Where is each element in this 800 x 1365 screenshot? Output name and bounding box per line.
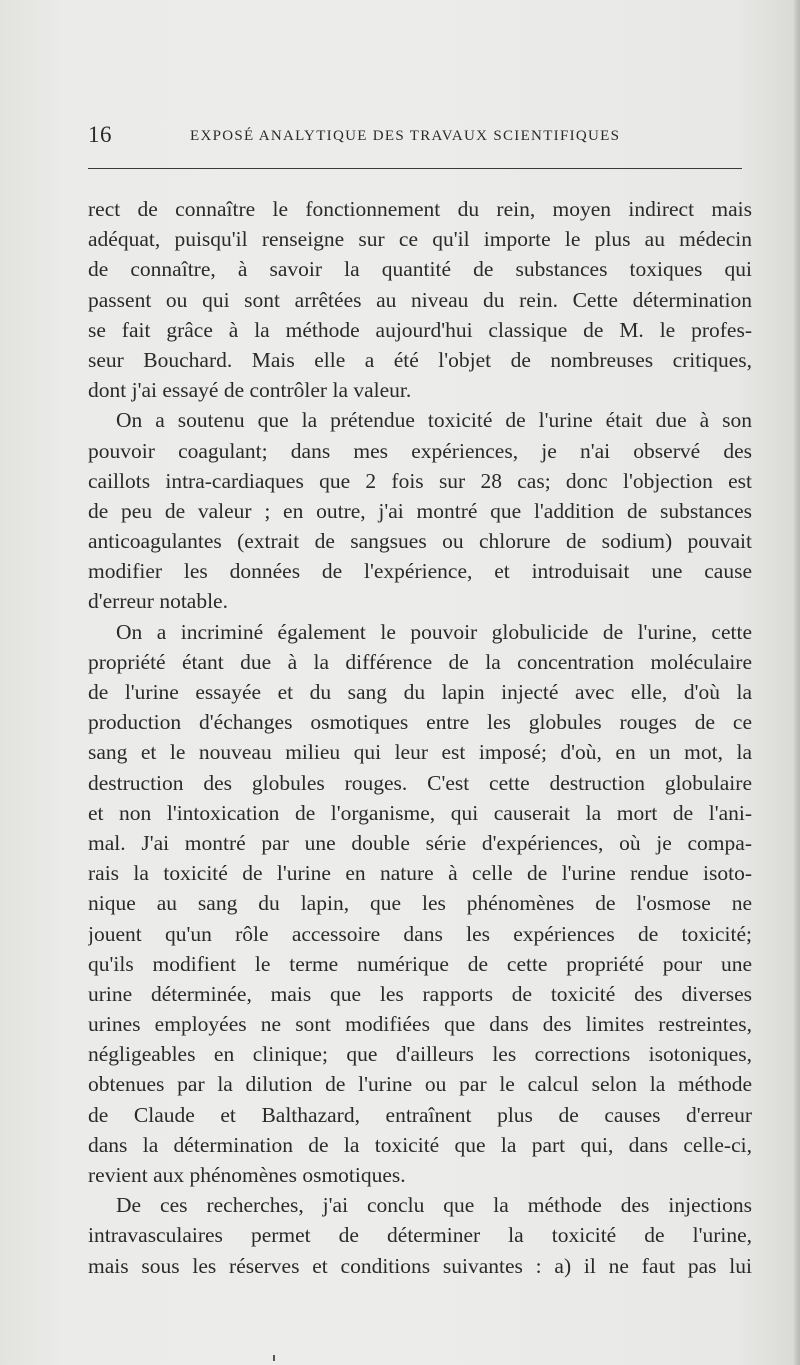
text-line: rais la toxicité de l'urine en nature à celle de l'urine rendue isoto-: [88, 861, 752, 886]
text-line: et non l'intoxication de l'organisme, qui causerait la mort de l'ani-: [88, 800, 752, 825]
text-line: pouvoir coagulant; dans mes expériences, je n'ai observé des: [88, 438, 752, 463]
text-line: production d'échanges osmotiques entre les globules rouges de ce: [88, 710, 752, 735]
text-line: mal. J'ai montré par une double série d'expériences, où je compa-: [88, 830, 752, 855]
text-line: urines employées ne sont modifiées que dans des limites restreintes,: [88, 1012, 752, 1037]
text-line: caillots intra-cardiaques que 2 fois sur 28 cas; donc l'objection est: [88, 468, 752, 493]
text-line: revient aux phénomènes osmotiques.: [88, 1163, 406, 1187]
header-rule: [88, 168, 742, 169]
text-line: se fait grâce à la méthode aujourd'hui classique de M. le profes-: [88, 317, 752, 342]
text-line: dont j'ai essayé de contrôler la valeur.: [88, 378, 412, 403]
text-line: sang et le nouveau milieu qui leur est imposé; d'où, en un mot, la: [88, 740, 752, 765]
running-title: EXPOSÉ ANALYTIQUE DES TRAVAUX SCIENTIFIQUES: [190, 128, 621, 144]
text-line: obtenues par la dilution de l'urine ou par le calcul selon la méthode: [88, 1072, 752, 1097]
text-line: rect de connaître le fonctionnement du rein, moyen indirect mais: [88, 197, 752, 221]
stray-ink-mark: [273, 1355, 275, 1361]
text-line: De ces recherches, j'ai conclu que la méthode des injections: [116, 1193, 752, 1218]
page-number: 16: [88, 122, 112, 147]
text-line: négligeables en clinique; que d'ailleurs les corrections isotoniques,: [88, 1042, 752, 1067]
body-text: [88, 194, 752, 1281]
text-line: On a soutenu que la prétendue toxicité de l'urine était due à son: [116, 408, 752, 433]
text-line: d'erreur notable.: [88, 589, 228, 614]
text-line: On a incriminé également le pouvoir globulicide de l'urine, cette: [116, 619, 752, 644]
text-line: jouent qu'un rôle accessoire dans les expériences de toxicité;: [88, 921, 752, 946]
text-line: mais sous les réserves et conditions suivantes : a) il ne faut pas lui: [88, 1253, 752, 1278]
text-line: de Claude et Balthazard, entraînent plus de causes d'erreur: [88, 1102, 752, 1127]
text-line: nique au sang du lapin, que les phénomènes de l'osmose ne: [88, 891, 752, 916]
text-line: de peu de valeur ; en outre, j'ai montré que l'addition de substances: [88, 498, 752, 523]
text-line: intravasculaires permet de déterminer la toxicité de l'urine,: [88, 1223, 752, 1248]
text-line: qu'ils modifient le terme numérique de cette propriété pour une: [88, 951, 752, 976]
text-line: urine déterminée, mais que les rapports de toxicité des diverses: [88, 981, 752, 1006]
text-line: de connaître, à savoir la quantité de substances toxiques qui: [88, 257, 752, 282]
text-line: modifier les données de l'expérience, et introduisait une cause: [88, 559, 752, 584]
text-line: adéquat, puisqu'il renseigne sur ce qu'il importe le plus au médecin: [88, 227, 752, 252]
page-edge-shadow: [794, 0, 800, 1365]
text-line: dans la détermination de la toxicité que la part qui, dans celle-ci,: [88, 1132, 752, 1157]
text-line: de l'urine essayée et du sang du lapin injecté avec elle, d'où la: [88, 680, 752, 704]
page-header: [88, 122, 752, 156]
text-line: propriété étant due à la différence de la concentration moléculaire: [88, 649, 752, 674]
text-line: seur Bouchard. Mais elle a été l'objet de nombreuses critiques,: [88, 347, 752, 372]
text-line: anticoagulantes (extrait de sangsues ou chlorure de sodium) pouvait: [88, 529, 752, 554]
text-line: passent ou qui sont arrêtées au niveau du rein. Cette détermination: [88, 287, 752, 312]
text-line: destruction des globules rouges. C'est cette destruction globulaire: [88, 770, 752, 795]
